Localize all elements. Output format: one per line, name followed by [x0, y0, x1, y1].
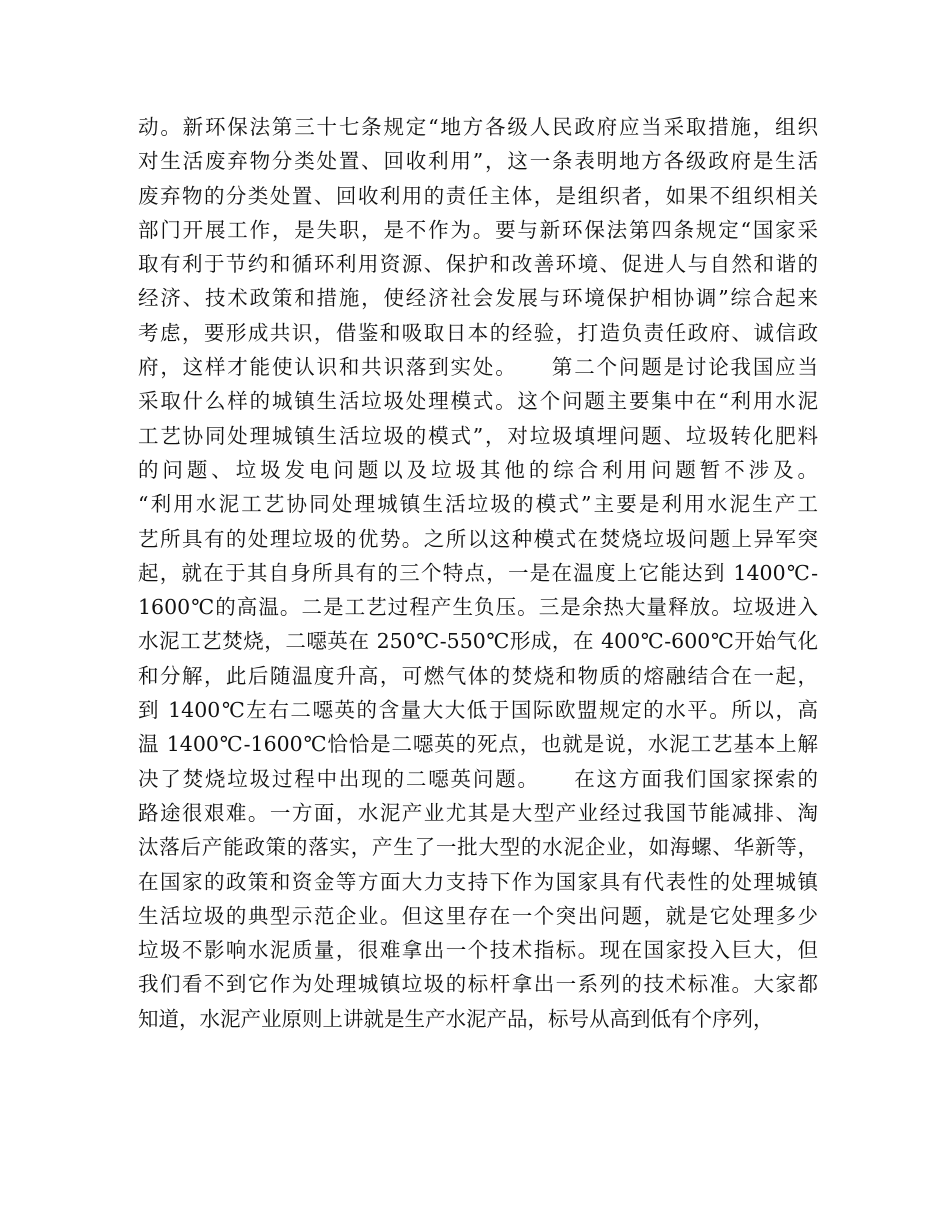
text-line: 废弃物的分类处置、回收利用的责任主体，是组织者，如果不组织相关 — [138, 183, 818, 208]
text-line: 考虑，要形成共识，借鉴和吸取日本的经验，打造负责任政府、诚信政 — [138, 320, 818, 345]
text-line: 垃圾不影响水泥质量，很难拿出一个技术指标。现在国家投入巨大，但 — [138, 938, 818, 963]
body-text — [138, 110, 818, 1036]
text-line: 艺所具有的处理垃圾的优势。之所以这种模式在焚烧垃圾问题上异军突 — [138, 526, 818, 551]
text-line: 动。新环保法第三十七条规定“地方各级人民政府应当采取措施，组织 — [138, 115, 818, 139]
text-line: 汰落后产能政策的落实，产生了一批大型的水泥企业，如海螺、华新等， — [138, 835, 818, 860]
text-line: 经济、技术政策和措施，使经济社会发展与环境保护相协调”综合起来 — [138, 286, 818, 311]
text-line: 我们看不到它作为处理城镇垃圾的标杆拿出一系列的技术标准。大家都 — [138, 972, 818, 997]
text-line: 路途很艰难。一方面，水泥产业尤其是大型产业经过我国节能减排、淘 — [138, 800, 818, 825]
text-line: 对生活废弃物分类处置、回收利用”，这一条表明地方各级政府是生活 — [138, 149, 818, 174]
text-line: 决了焚烧垃圾过程中出现的二噁英问题。 在这方面我们国家探索的 — [138, 766, 818, 791]
text-line: 工艺协同处理城镇生活垃圾的模式”，对垃圾填埋问题、垃圾转化肥料 — [138, 423, 818, 448]
text-line: 水泥工艺焚烧，二噁英在 250℃-550℃形成，在 400℃-600℃开始气化 — [138, 629, 818, 654]
text-line: 的问题、垃圾发电问题以及垃圾其他的综合利用问题暂不涉及。 — [138, 457, 818, 482]
text-line: 府，这样才能使认识和共识落到实处。 第二个问题是讨论我国应当 — [138, 355, 818, 380]
text-line: 采取什么样的城镇生活垃圾处理模式。这个问题主要集中在“利用水泥 — [138, 389, 818, 414]
text-line: 和分解，此后随温度升高，可燃气体的焚烧和物质的熔融结合在一起， — [138, 663, 818, 688]
text-line: 温 1400℃-1600℃恰恰是二噁英的死点，也就是说，水泥工艺基本上解 — [138, 732, 818, 757]
text-line: 知道，水泥产业原则上讲就是生产水泥产品，标号从高到低有个序列， — [138, 1006, 774, 1031]
text-line: 部门开展工作，是失职，是不作为。要与新环保法第四条规定“国家采 — [138, 217, 818, 242]
text-line: 起，就在于其自身所具有的三个特点，一是在温度上它能达到 1400℃- — [138, 560, 818, 585]
text-line: “利用水泥工艺协同处理城镇生活垃圾的模式”主要是利用水泥生产工 — [138, 492, 818, 517]
text-line: 1600℃的高温。二是工艺过程产生负压。三是余热大量释放。垃圾进入 — [138, 595, 818, 620]
text-line: 取有利于节约和循环利用资源、保护和改善环境、促进人与自然和谐的 — [138, 252, 818, 277]
text-line: 生活垃圾的典型示范企业。但这里存在一个突出问题，就是它处理多少 — [138, 903, 818, 928]
text-line: 到 1400℃左右二噁英的含量大大低于国际欧盟规定的水平。所以，高 — [138, 698, 818, 723]
text-line: 在国家的政策和资金等方面大力支持下作为国家具有代表性的处理城镇 — [138, 869, 818, 894]
